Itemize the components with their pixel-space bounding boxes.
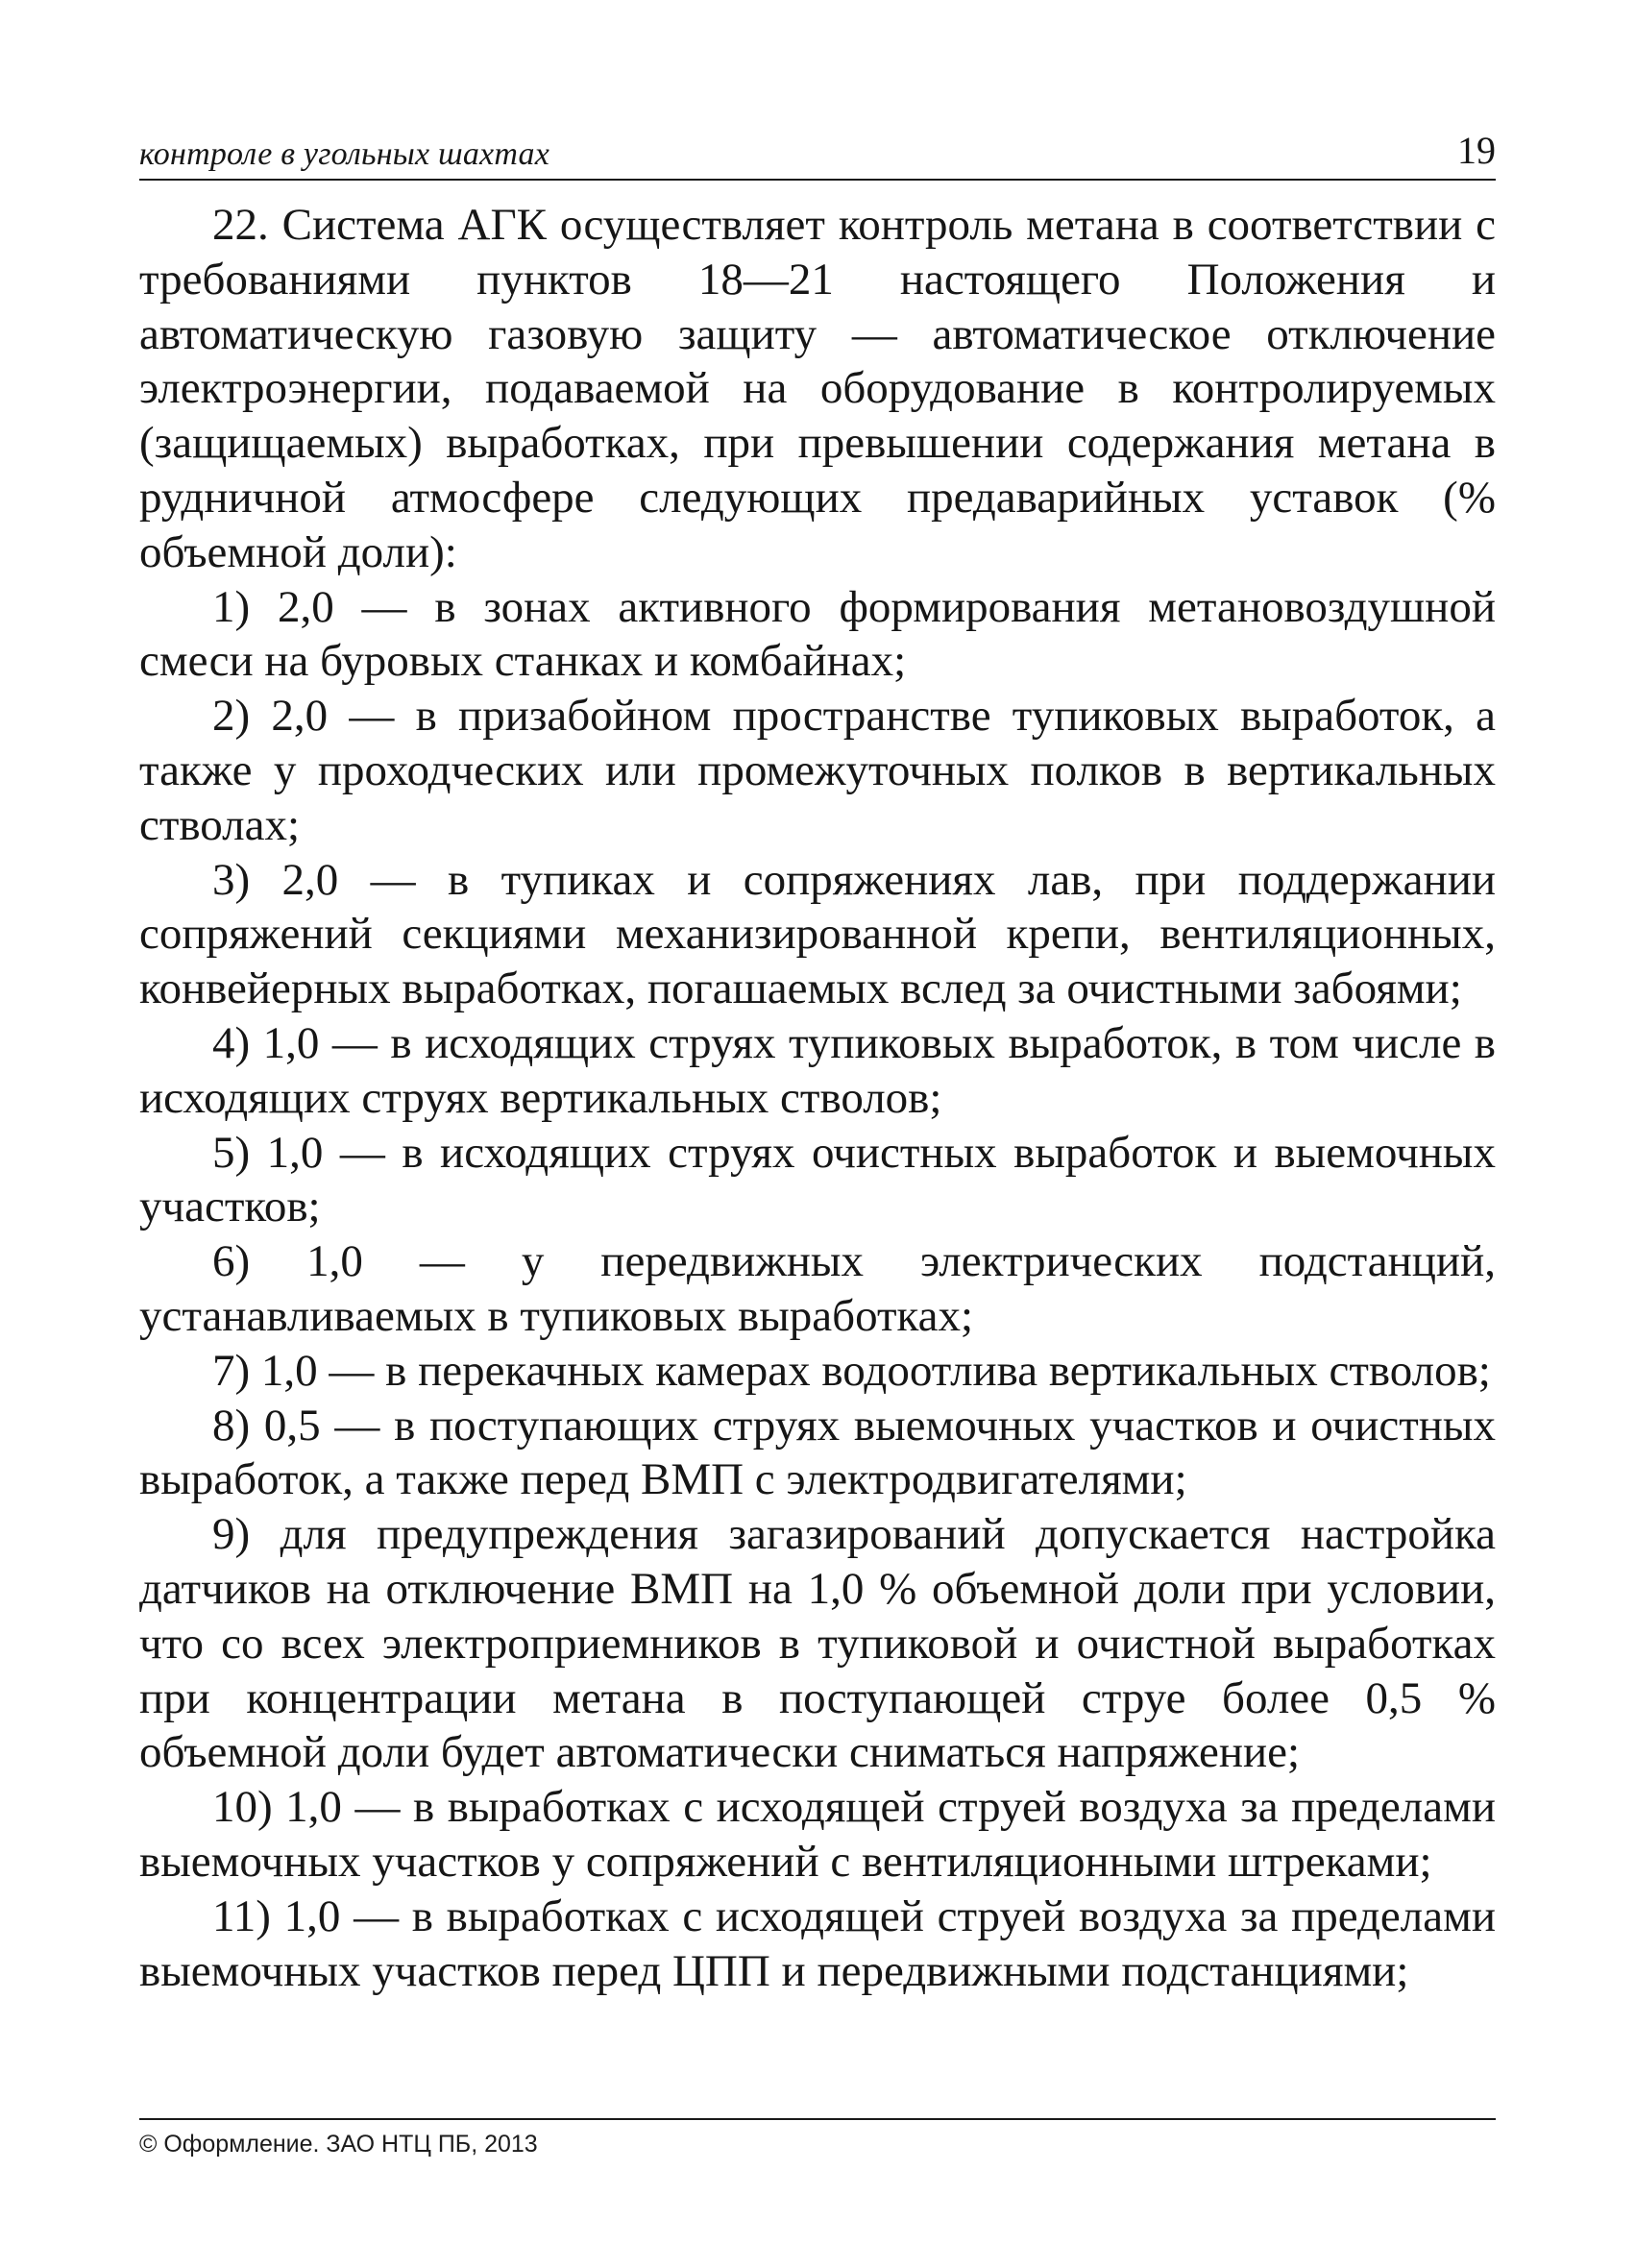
list-item-1: 1) 2,0 — в зонах активного формирования метановоздушной смеси на буровых станках и комбайнах; <box>139 581 1496 687</box>
list-item-5: 5) 1,0 — в исходящих струях очистных выработок и выемочных участков; <box>139 1127 1496 1232</box>
footer-divider <box>139 2118 1496 2120</box>
footer-copyright: © Оформление. ЗАО НТЦ ПБ, 2013 <box>139 2131 538 2158</box>
body-text <box>139 198 1496 1998</box>
list-item-6: 6) 1,0 — у передвижных электрических подстанций, устанавливаемых в тупиковых выработках; <box>139 1236 1496 1341</box>
list-item-10: 10) 1,0 — в выработках с исходящей струей воздуха за пределами выемочных участков у сопряжений с вентиляционными штреками; <box>139 1782 1496 1887</box>
header-title: контроле в угольных шахтах <box>139 136 550 172</box>
list-item-11: 11) 1,0 — в выработках с исходящей струей воздуха за пределами выемочных участков перед ЦПП и передвижными подстанциями; <box>139 1890 1496 1996</box>
page-number: 19 <box>1457 129 1496 172</box>
list-item-9: 9) для предупреждения загазирований допускается настройка датчиков на отключение ВМП на 1,0 % объемной доли при условии, что со всех электроприемников в тупиковой и очистной выработках при концентрации метана в поступающей струе более 0,5 % объемной доли будет автоматически сниматься напряжение; <box>139 1509 1496 1778</box>
running-header <box>139 127 1496 181</box>
list-item-3: 3) 2,0 — в тупиках и сопряжениях лав, при поддержании сопряжений секциями механизированной крепи, вентиляционных, конвейерных выработках, погашаемых вслед за очистными забоями; <box>139 854 1496 1014</box>
list-item-4: 4) 1,0 — в исходящих струях тупиковых выработок, в том числе в исходящих струях вертикальных стволов; <box>139 1017 1496 1123</box>
list-item-7: 7) 1,0 — в перекачных камерах водоотлива вертикальных стволов; <box>212 1345 1491 1396</box>
list-item-2: 2) 2,0 — в призабойном пространстве тупиковых выработок, а также у проходческих или промежуточных полков в вертикальных стволах; <box>139 691 1496 850</box>
list-item-8: 8) 0,5 — в поступающих струях выемочных участков и очистных выработок, а также перед ВМП с электродвигателями; <box>139 1400 1496 1505</box>
paragraph-22: 22. Система АГК осуществляет контроль метана в соответствии с требованиями пунктов 18—21 настоящего Положения и автоматическую газовую защиту — автоматическое отключение электроэнергии, подаваемой на оборудование в контролируемых (защищаемых) выработках, при превышении содержания метана в рудничной атмосфере следующих предаварийных уставок (% объемной доли): <box>139 200 1496 577</box>
